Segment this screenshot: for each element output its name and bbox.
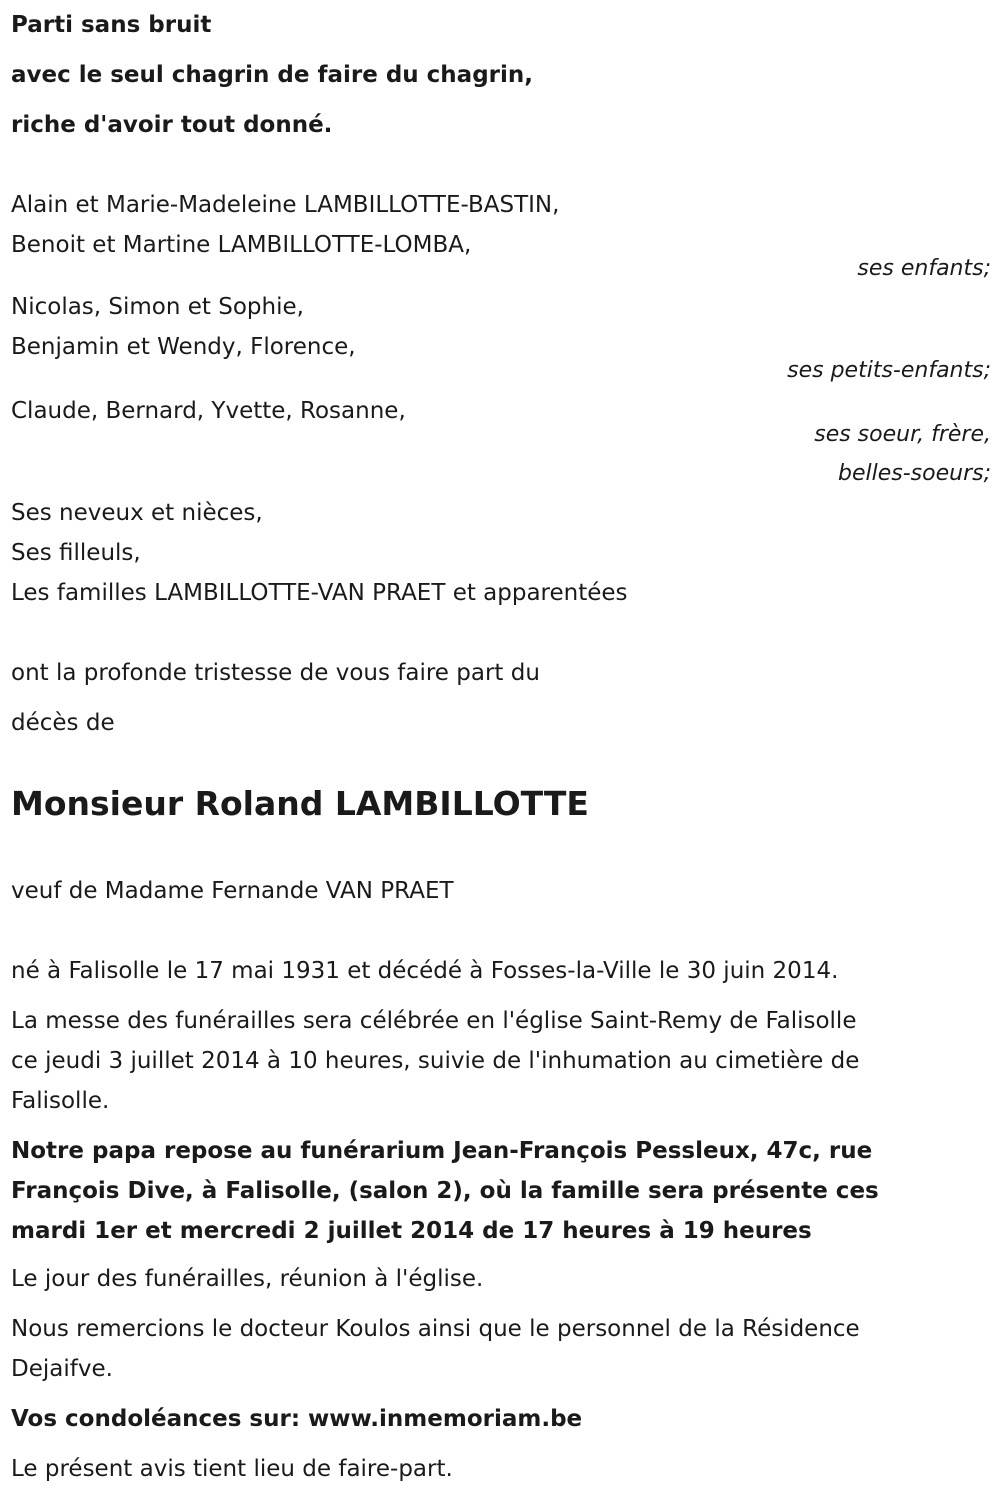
visitation-line-3: mardi 1er et mercredi 2 juillet 2014 de 17 heures à 19 heures [11,1218,812,1244]
deceased-name: Monsieur Roland LAMBILLOTTE [11,784,589,823]
grandchild-line-2: Benjamin et Wendy, Florence, [11,334,356,360]
siblings-role-line-2: belles-soeurs; [838,461,991,486]
funeral-mass-line-2: ce jeudi 3 juillet 2014 à 10 heures, suivie de l'inhumation au cimetière de [11,1048,860,1074]
meeting-info: Le jour des funérailles, réunion à l'église. [11,1266,484,1292]
funeral-mass-line-1: La messe des funérailles sera célébrée en l'église Saint-Remy de Falisolle [11,1008,857,1034]
grandchild-line-1: Nicolas, Simon et Sophie, [11,294,304,320]
announcement-line-2: décès de [11,710,115,736]
epitaph-line-2: avec le seul chagrin de faire du chagrin, [11,62,534,88]
epitaph-line-3: riche d'avoir tout donné. [11,112,333,138]
child-line-1: Alain et Marie-Madeleine LAMBILLOTTE-BASTIN, [11,192,560,218]
epitaph-line-1: Parti sans bruit [11,12,212,38]
others-line-3: Les familles LAMBILLOTTE-VAN PRAET et apparentées [11,580,628,606]
child-line-2: Benoit et Martine LAMBILLOTTE-LOMBA, [11,232,472,258]
funeral-mass-line-3: Falisolle. [11,1088,110,1114]
children-role: ses enfants; [857,256,991,281]
announcement-line-1: ont la profonde tristesse de vous faire part du [11,660,540,686]
thanks-line-2: Dejaifve. [11,1356,113,1382]
thanks-line-1: Nous remercions le docteur Koulos ainsi que le personnel de la Résidence [11,1316,860,1342]
birth-death: né à Falisolle le 17 mai 1931 et décédé à Fosses-la-Ville le 30 juin 2014. [11,958,839,984]
condolences-link[interactable]: Vos condoléances sur: www.inmemoriam.be [11,1406,583,1432]
visitation-line-2: François Dive, à Falisolle, (salon 2), où la famille sera présente ces [11,1178,879,1204]
closing-line: Le présent avis tient lieu de faire-part. [11,1456,453,1482]
siblings-line: Claude, Bernard, Yvette, Rosanne, [11,398,406,424]
grandchildren-role: ses petits-enfants; [787,358,991,383]
others-line-1: Ses neveux et nièces, [11,500,263,526]
widower-of: veuf de Madame Fernande VAN PRAET [11,878,454,904]
visitation-line-1: Notre papa repose au funérarium Jean-François Pessleux, 47c, rue [11,1138,873,1164]
others-line-2: Ses filleuls, [11,540,141,566]
siblings-role-line-1: ses soeur, frère, [814,422,991,447]
